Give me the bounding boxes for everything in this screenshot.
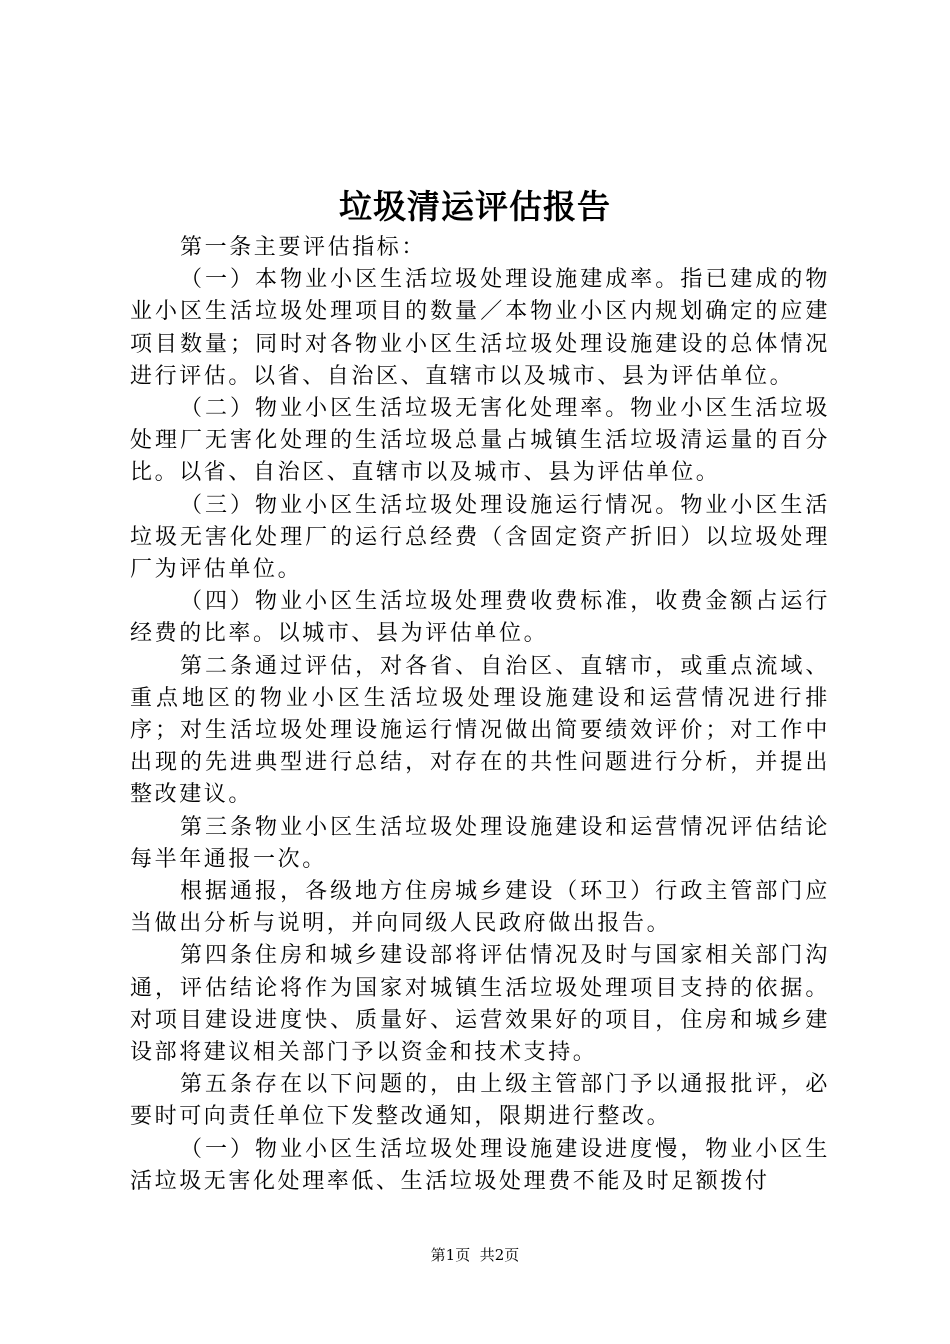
paragraph-article-4: 第四条住房和城乡建设部将评估情况及时与国家相关部门沟通，评估结论将作为国家对城镇生活垃圾处理项目支持的依据。对项目建设进度快、质量好、运营效果好的项目，住房和城乡建设部将建议相关部门予以资金和技术支持。 bbox=[130, 943, 830, 1066]
paragraph-article-5: 第五条存在以下问题的，由上级主管部门予以通报批评，必要时可向责任单位下发整改通知，限期进行整改。 bbox=[130, 1072, 830, 1130]
document-body bbox=[130, 232, 830, 1198]
paragraph-item-4: （四）物业小区生活垃圾处理费收费标准，收费金额占运行经费的比率。以城市、县为评估单位。 bbox=[130, 589, 830, 647]
page-number: 第1页 bbox=[430, 1246, 471, 1264]
paragraph-item-3: （三）物业小区生活垃圾处理设施运行情况。物业小区生活垃圾无害化处理厂的运行总经费（含固定资产折旧）以垃圾处理厂为评估单位。 bbox=[130, 492, 830, 583]
paragraph-item-2: （二）物业小区生活垃圾无害化处理率。物业小区生活垃圾处理厂无害化处理的生活垃圾总量占城镇生活垃圾清运量的百分比。以省、自治区、直辖市以及城市、县为评估单位。 bbox=[130, 396, 830, 486]
paragraph-article-5-item-1: （一）物业小区生活垃圾处理设施建设进度慢，物业小区生活垃圾无害化处理率低、生活垃圾处理费不能及时足额拨付 bbox=[130, 1136, 830, 1194]
paragraph-item-1: （一）本物业小区生活垃圾处理设施建成率。指已建成的物业小区生活垃圾处理项目的数量／本物业小区内规划确定的应建项目数量；同时对各物业小区生活垃圾处理设施建设的总体情况进行评估。以省、自治区、直辖市以及城市、县为评估单位。 bbox=[130, 267, 830, 389]
paragraph-article-1: 第一条主要评估指标： bbox=[180, 235, 427, 260]
page-total: 共2页 bbox=[479, 1246, 520, 1264]
paragraph-report-note: 根据通报，各级地方住房城乡建设（环卫）行政主管部门应当做出分析与说明，并向同级人民政府做出报告。 bbox=[130, 879, 830, 937]
page-footer bbox=[0, 1245, 950, 1265]
paragraph-article-2: 第二条通过评估，对各省、自治区、直辖市，或重点流域、重点地区的物业小区生活垃圾处理设施建设和运营情况进行排序；对生活垃圾处理设施运行情况做出简要绩效评价；对工作中出现的先进典型进行总结，对存在的共性问题进行分析，并提出整改建议。 bbox=[130, 653, 830, 808]
document-title: 垃圾清运评估报告 bbox=[339, 187, 611, 226]
paragraph-article-3: 第三条物业小区生活垃圾处理设施建设和运营情况评估结论每半年通报一次。 bbox=[130, 814, 830, 872]
